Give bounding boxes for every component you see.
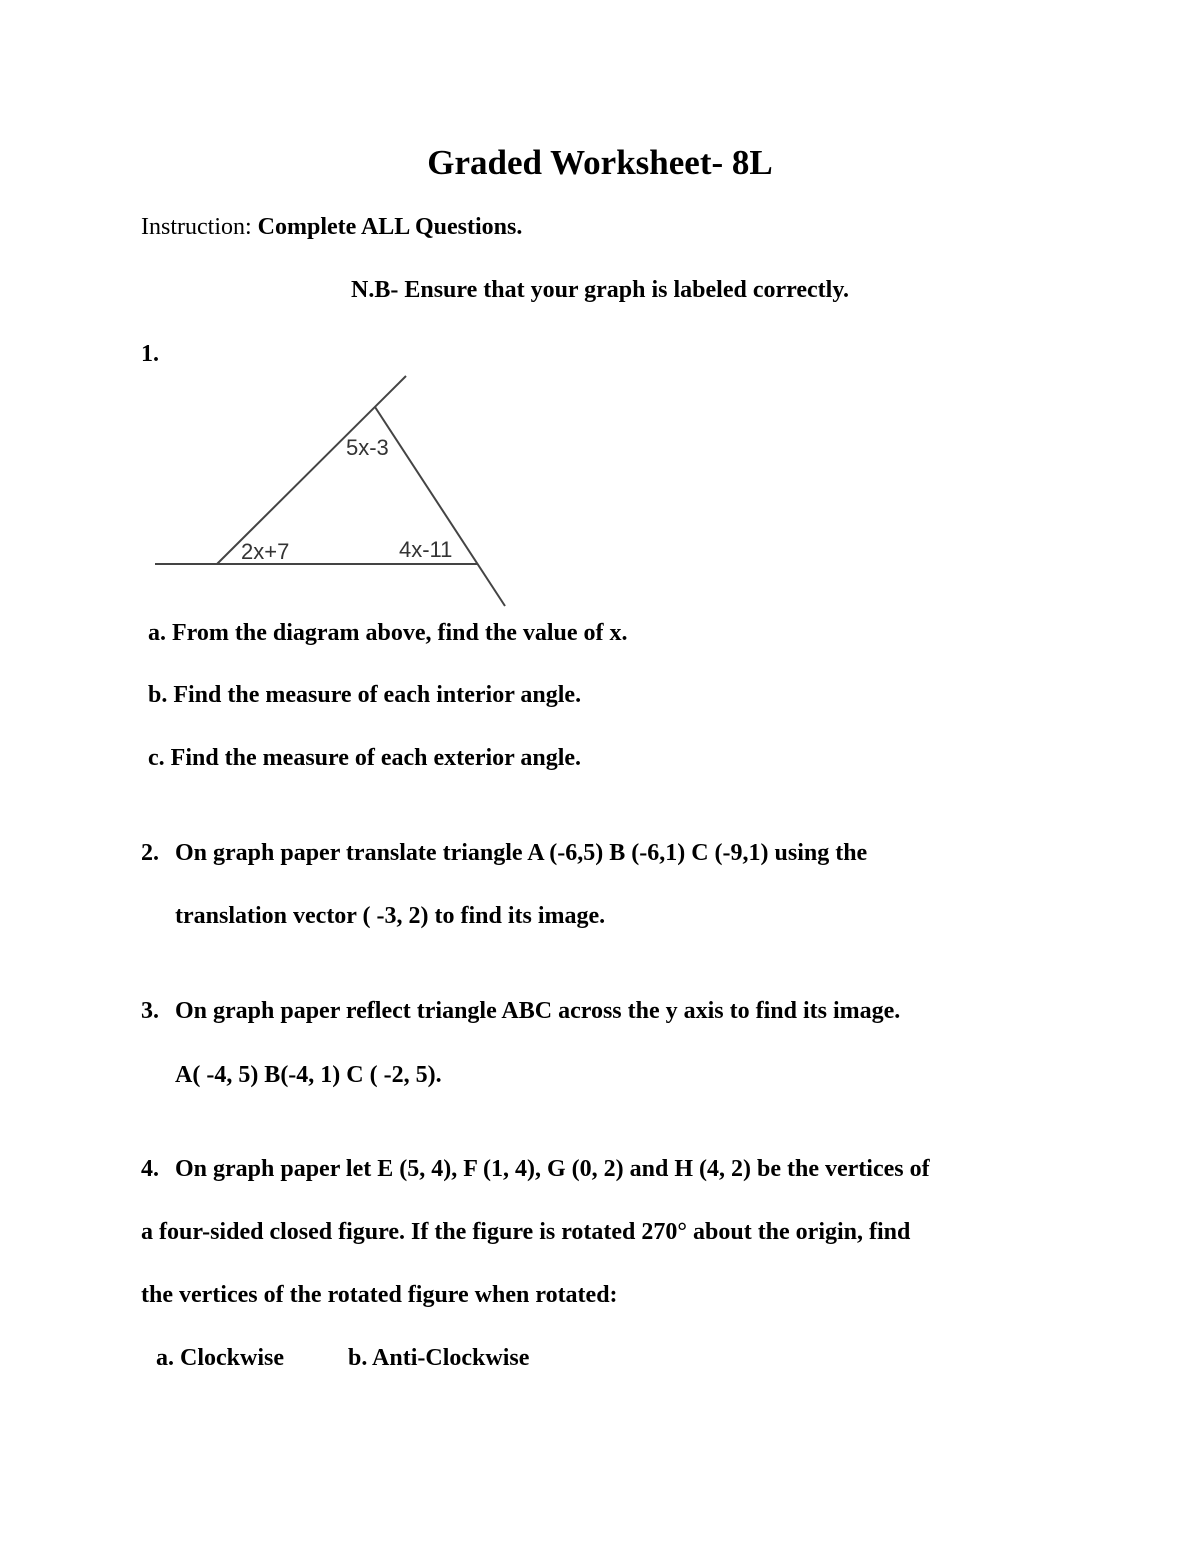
instruction-label: Instruction: <box>141 214 258 240</box>
q3-line-1: On graph paper reflect triangle ABC across the y axis to find its image. <box>175 998 901 1024</box>
q1-part-b: b. Find the measure of each interior angle. <box>148 682 582 708</box>
note-line: N.B- Ensure that your graph is labeled correctly. <box>351 277 849 303</box>
triangle-svg <box>150 368 520 613</box>
right-side-line <box>375 407 505 606</box>
angle-label-top: 5x-3 <box>346 435 389 460</box>
q2-line-2: translation vector ( -3, 2) to find its image. <box>175 903 606 929</box>
q4-line-3: the vertices of the rotated figure when rotated: <box>141 1282 618 1308</box>
q2-line-1: On graph paper translate triangle A (-6,5) B (-6,1) C (-9,1) using the <box>175 840 868 866</box>
triangle-diagram <box>150 368 520 613</box>
q4-line-2: a four-sided closed figure. If the figure is rotated 270° about the origin, find <box>141 1219 911 1245</box>
instruction-text: Complete ALL Questions. <box>257 214 523 240</box>
page-title: Graded Worksheet- 8L <box>427 143 773 182</box>
q3-number: 3. <box>141 998 159 1024</box>
angle-label-left: 2x+7 <box>241 539 290 564</box>
q1-part-a: a. From the diagram above, find the value of x. <box>148 620 628 646</box>
q4-option-a: a. Clockwise <box>156 1345 284 1371</box>
q4-option-b: b. Anti-Clockwise <box>348 1345 530 1371</box>
q2-number: 2. <box>141 840 159 866</box>
instruction-line <box>141 213 522 241</box>
left-side-line <box>217 376 406 564</box>
angle-label-right: 4x-11 <box>399 537 453 562</box>
q1-part-c: c. Find the measure of each exterior angle. <box>148 745 582 771</box>
q4-number: 4. <box>141 1156 159 1182</box>
q1-number: 1. <box>141 341 159 367</box>
q4-line-1: On graph paper let E (5, 4), F (1, 4), G (0, 2) and H (4, 2) be the vertices of <box>175 1156 930 1182</box>
q3-line-2: A( -4, 5) B(-4, 1) C ( -2, 5). <box>175 1062 442 1088</box>
